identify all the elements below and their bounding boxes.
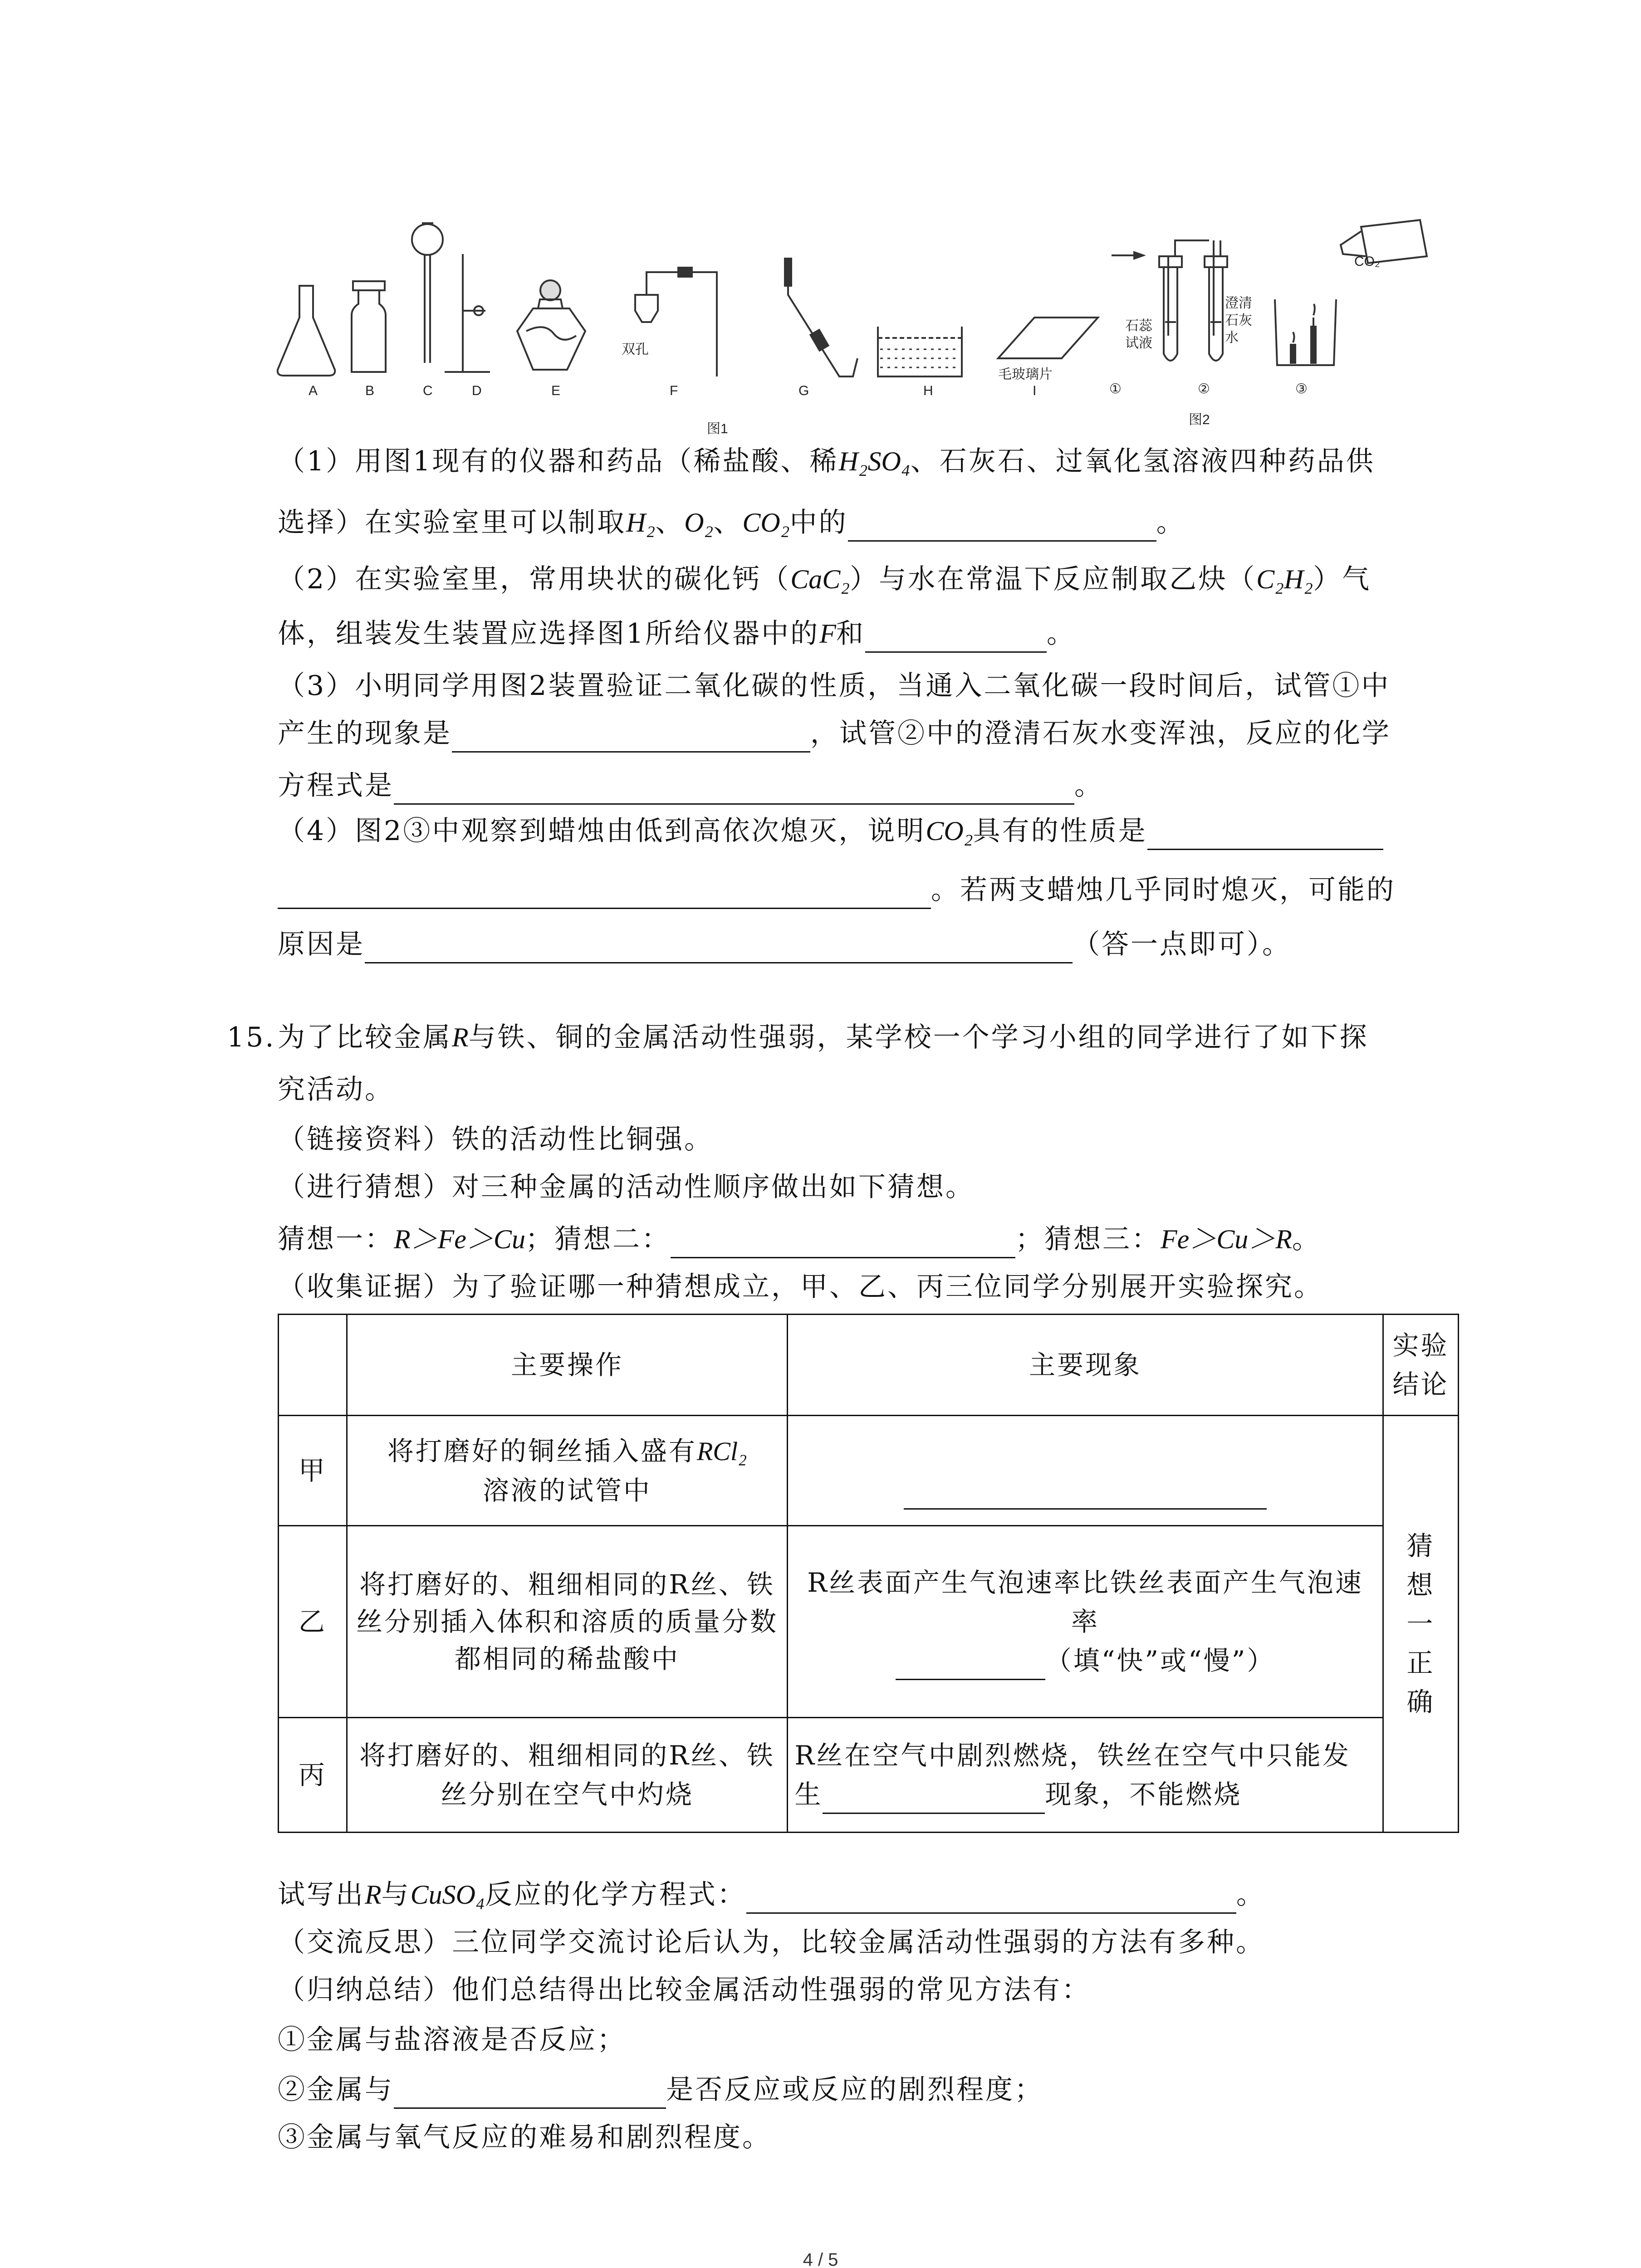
answer-blank-4[interactable]	[394, 774, 1074, 805]
q15-info: （链接资料）铁的活动性比铜强。	[278, 1124, 713, 1155]
label-tube-num-1: ①	[1109, 381, 1122, 396]
label-co2: CO₂	[1354, 254, 1380, 269]
q15-evidence: （收集证据）为了验证哪一种猜想成立，甲、乙、丙三位同学分别展开实验探究。	[278, 1271, 1323, 1303]
answer-blank-2[interactable]	[865, 622, 1047, 653]
q14-part4-line1: （4）图2③中观察到蜡烛由低到高依次熄灭，说明CO₂具有的性质是	[278, 812, 1383, 850]
row-jia-name: 甲	[279, 1416, 347, 1526]
conclusion-cell: 猜想一正确	[1383, 1416, 1458, 1833]
label-glass-plate: 毛玻璃片	[998, 367, 1053, 382]
label-F: F	[670, 383, 678, 398]
header-conclusion: 实验结论	[1383, 1315, 1458, 1416]
q15-intro-line2: 究活动。	[278, 1074, 394, 1105]
q15-method2: ②金属与 是否反应或反应的剧烈程度；	[278, 2071, 1043, 2109]
label-B: B	[365, 383, 375, 398]
table-header-row	[279, 1315, 1459, 1416]
header-empty	[279, 1315, 347, 1416]
q15-intro-line1: 为了比较金属R与铁、铜的金属活动性强弱，某学校一个学习小组的同学进行了如下探	[278, 1022, 1369, 1053]
header-operation: 主要操作	[347, 1315, 788, 1416]
label-tube-num-2: ②	[1198, 381, 1210, 396]
label-I: I	[1033, 383, 1037, 398]
q14-part1-line2: 选择）在实验室里可以制取H₂、O₂、CO₂中的 。	[278, 503, 1185, 542]
q14-part1-line1: （1）用图1现有的仪器和药品（稀盐酸、稀H₂SO₄、石灰石、过氧化氢溶液四种药品供	[278, 445, 1375, 477]
answer-blank-7[interactable]	[365, 933, 1073, 963]
q15-summary: （归纳总结）他们总结得出比较金属活动性强弱的常见方法有：	[278, 1974, 1091, 2006]
q15-equation: 试写出R与CuSO₄反应的化学方程式： 。	[278, 1876, 1265, 1914]
row-jia-operation: 将打磨好的铜丝插入盛有RCl₂ 溶液的试管中	[347, 1416, 788, 1526]
jia-phenomenon-blank[interactable]	[904, 1479, 1267, 1510]
label-D: D	[472, 383, 482, 398]
label-C: C	[423, 383, 433, 398]
row-bing-name: 丙	[279, 1718, 347, 1833]
q14-part2-line2: 体，组装发生装置应选择图1所给仪器中的F和 。	[278, 615, 1076, 653]
label-tube1: 石蕊试液	[1125, 318, 1152, 351]
answer-blank-6[interactable]	[278, 879, 931, 909]
q14-part4-line3: 原因是 （答一点即可）。	[278, 925, 1291, 963]
apparatus-figure	[272, 213, 1443, 449]
label-tube2: 澄清石灰水	[1225, 296, 1252, 345]
answer-blank-1[interactable]	[848, 511, 1156, 542]
q14-part2-line1: （2）在实验室里，常用块状的碳化钙（CaC₂）与水在常温下反应制取乙炔（C₂H₂）气	[278, 563, 1372, 595]
page-number: 4 / 5	[803, 2250, 838, 2268]
q15-guesses: 猜想一：R＞Fe＞Cu；猜想二： ；猜想三：Fe＞Cu＞R。	[278, 1220, 1321, 1258]
q15-guess-intro: （进行猜想）对三种金属的活动性顺序做出如下猜想。	[278, 1171, 975, 1203]
row-bing-phenomenon: R丝在空气中剧烈燃烧，铁丝在空气中只能发生 现象，不能燃烧	[788, 1718, 1383, 1833]
q14-part3-line2: 产生的现象是 ，试管②中的澄清石灰水变浑浊，反应的化学	[278, 714, 1391, 753]
row-yi-phenomenon: R丝表面产生气泡速率比铁丝表面产生气泡速率 （填“快”或“慢”）	[788, 1526, 1383, 1718]
q14-part4-line2: 。若两支蜡烛几乎同时熄灭，可能的	[278, 871, 1396, 909]
label-A: A	[309, 383, 318, 398]
experiment-table	[278, 1314, 1459, 1833]
q14-part3-line3: 方程式是 。	[278, 767, 1103, 805]
fig2-caption: 图2	[1189, 412, 1210, 427]
bing-phenomenon-blank[interactable]	[823, 1784, 1045, 1814]
answer-blank-3[interactable]	[452, 722, 810, 753]
table-row	[279, 1718, 1459, 1833]
answer-blank-5[interactable]	[1147, 820, 1383, 850]
q15-reflect: （交流反思）三位同学交流讨论后认为，比较金属活动性强弱的方法有多种。	[278, 1926, 1265, 1958]
method2-blank[interactable]	[394, 2078, 666, 2109]
row-jia-phenomenon	[788, 1416, 1383, 1526]
label-E: E	[551, 383, 561, 398]
q15-method3: ③金属与氧气反应的难易和剧烈程度。	[278, 2121, 771, 2153]
label-G: G	[798, 383, 809, 398]
row-bing-operation: 将打磨好的、粗细相同的R丝、铁丝分别在空气中灼烧	[347, 1718, 788, 1833]
yi-phenomenon-blank[interactable]	[896, 1650, 1045, 1680]
q15-number: 15.	[227, 1022, 276, 1053]
guess2-blank[interactable]	[671, 1228, 1015, 1258]
header-phenomenon: 主要现象	[788, 1315, 1383, 1416]
equation-blank[interactable]	[746, 1883, 1236, 1914]
table-row	[279, 1416, 1459, 1526]
q15-method1: ①金属与盐溶液是否反应；	[278, 2024, 626, 2056]
label-tube-num-3: ③	[1295, 381, 1308, 396]
table-row	[279, 1526, 1459, 1718]
label-H: H	[923, 383, 933, 398]
label-double-hole: 双孔	[622, 342, 649, 357]
row-yi-name: 乙	[279, 1526, 347, 1718]
fig1-caption: 图1	[707, 421, 728, 436]
q14-part3-line1: （3）小明同学用图2装置验证二氧化碳的性质，当通入二氧化碳一段时间后，试管①中	[278, 670, 1391, 702]
row-yi-operation: 将打磨好的、粗细相同的R丝、铁丝分别插入体积和溶质的质量分数都相同的稀盐酸中	[347, 1526, 788, 1718]
